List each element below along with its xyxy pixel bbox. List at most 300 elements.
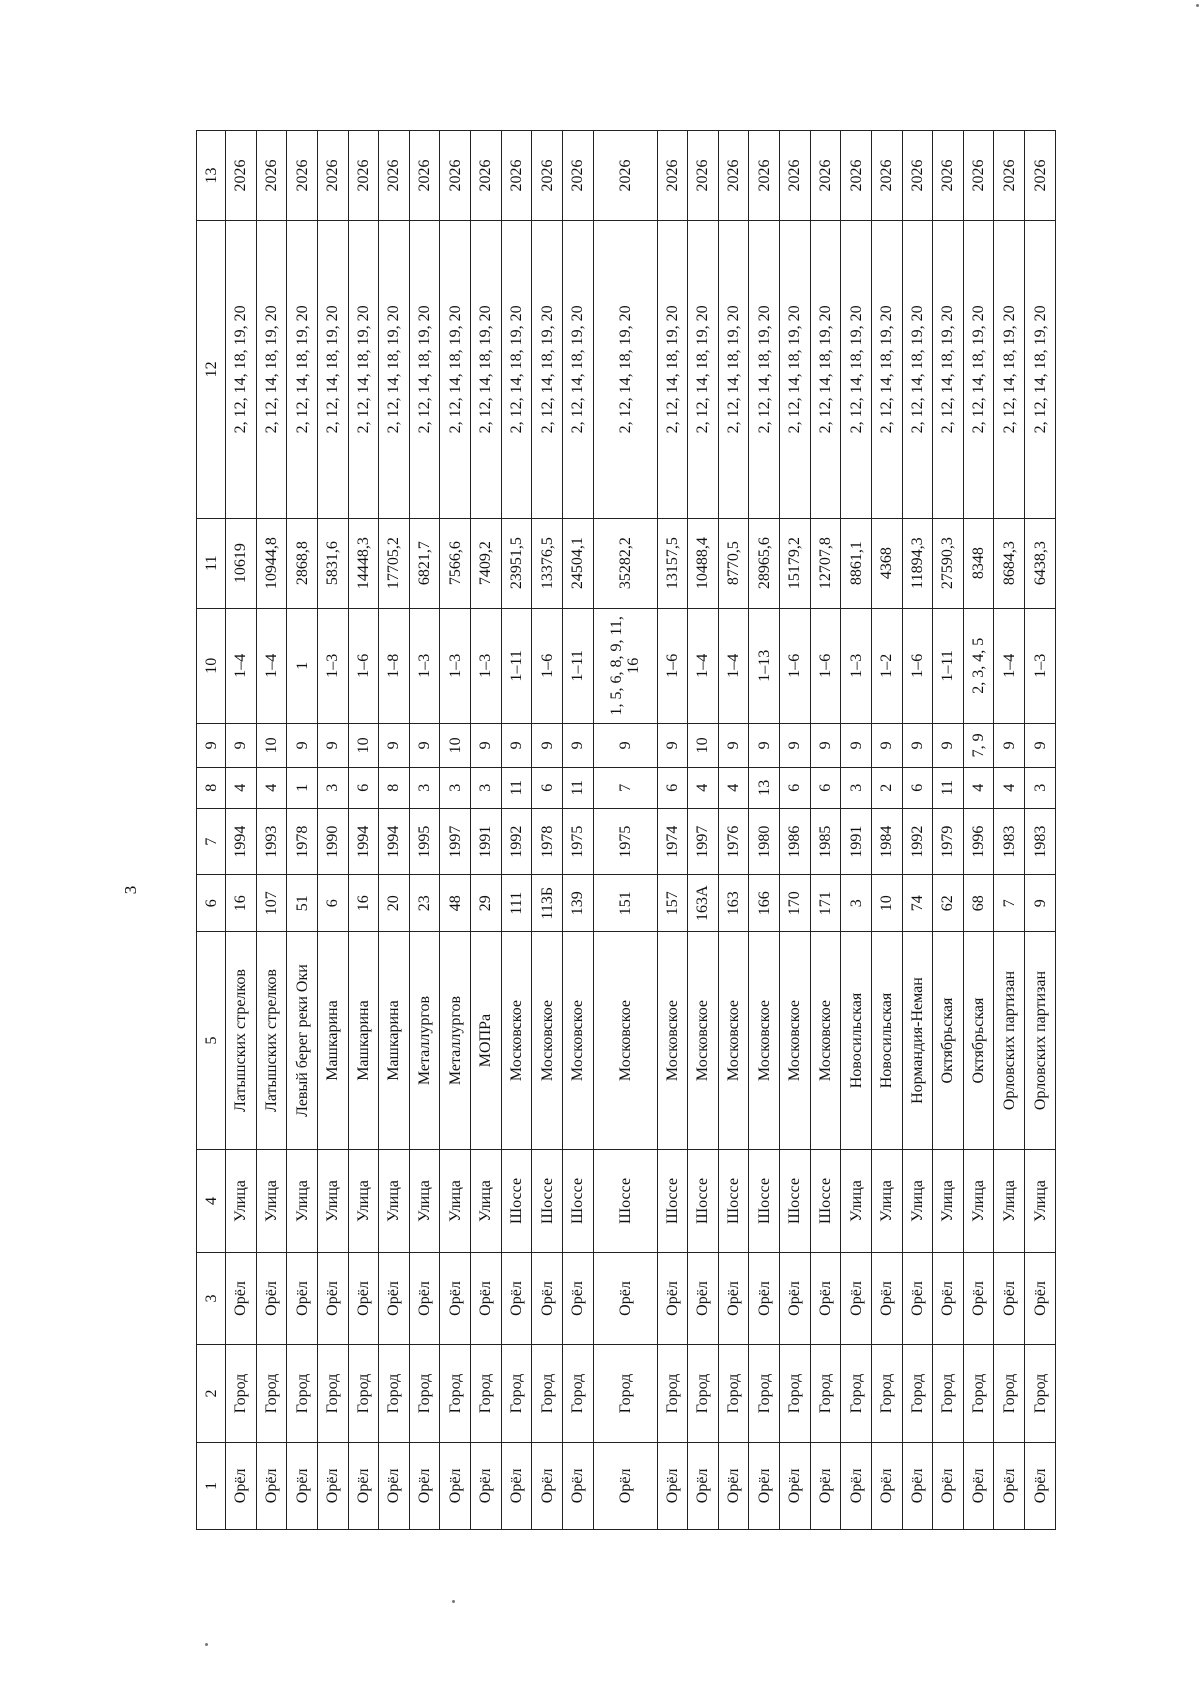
table-cell-col-3: Орёл	[226, 1252, 257, 1344]
table-cell-col-13: 2026	[287, 131, 318, 221]
table-cell-col-12: 2, 12, 14, 18, 19, 20	[810, 220, 841, 518]
table-cell-col-11: 23951,5	[501, 518, 532, 608]
table-cell-col-11: 24504,1	[562, 518, 593, 608]
table-cell-col-12: 2, 12, 14, 18, 19, 20	[562, 220, 593, 518]
table-cell-col-5: Московское	[810, 931, 841, 1149]
table-cell-col-7: 1991	[471, 808, 502, 875]
table-cell-col-9: 9	[379, 724, 410, 768]
table-cell-col-13: 2026	[471, 131, 502, 221]
table-body	[226, 131, 1056, 1530]
table-cell-col-13: 2026	[226, 131, 257, 221]
table-cell-col-6: 7	[994, 875, 1025, 931]
table-cell-col-8: 6	[810, 767, 841, 808]
table-cell-col-1: Орёл	[718, 1442, 749, 1529]
table-cell-col-3: Орёл	[440, 1252, 471, 1344]
table-row	[810, 131, 841, 1530]
table-cell-col-4: Улица	[963, 1150, 994, 1253]
table-cell-col-1: Орёл	[749, 1442, 780, 1529]
table-cell-col-2: Город	[317, 1345, 348, 1443]
table-row	[256, 131, 287, 1530]
table-cell-col-1: Орёл	[871, 1442, 902, 1529]
table-cell-col-10: 2, 3, 4, 5	[963, 608, 994, 724]
table-cell-col-7: 1984	[871, 808, 902, 875]
table-cell-col-7: 1983	[994, 808, 1025, 875]
table-cell-col-7: 1974	[657, 808, 688, 875]
table-cell-col-7: 1979	[933, 808, 964, 875]
table-cell-col-7: 1994	[226, 808, 257, 875]
table-cell-col-13: 2026	[532, 131, 563, 221]
table-cell-col-13: 2026	[409, 131, 440, 221]
table-cell-col-3: Орёл	[317, 1252, 348, 1344]
table-header-row	[197, 131, 226, 1530]
table-cell-col-2: Город	[994, 1345, 1025, 1443]
table-cell-col-3: Орёл	[871, 1252, 902, 1344]
table-cell-col-1: Орёл	[933, 1442, 964, 1529]
table-cell-col-7: 1983	[1025, 808, 1056, 875]
table-cell-col-7: 1995	[409, 808, 440, 875]
table-cell-col-11: 8348	[963, 518, 994, 608]
table-cell-col-12: 2, 12, 14, 18, 19, 20	[287, 220, 318, 518]
table-cell-col-8: 4	[963, 767, 994, 808]
table-cell-col-1: Орёл	[688, 1442, 719, 1529]
table-cell-col-12: 2, 12, 14, 18, 19, 20	[379, 220, 410, 518]
column-header-12: 12	[197, 220, 226, 518]
table-cell-col-4: Шоссе	[810, 1150, 841, 1253]
table-cell-col-7: 1992	[501, 808, 532, 875]
table-cell-col-1: Орёл	[532, 1442, 563, 1529]
table-row	[593, 131, 657, 1530]
column-header-9: 9	[197, 724, 226, 768]
table-cell-col-10: 1–2	[871, 608, 902, 724]
table-cell-col-11: 2868,8	[287, 518, 318, 608]
table-cell-col-12: 2, 12, 14, 18, 19, 20	[994, 220, 1025, 518]
table-cell-col-5: Московское	[749, 931, 780, 1149]
table-cell-col-2: Город	[810, 1345, 841, 1443]
table-cell-col-10: 1–4	[994, 608, 1025, 724]
table-cell-col-5: Орловских партизан	[1025, 931, 1056, 1149]
table-cell-col-11: 28965,6	[749, 518, 780, 608]
table-cell-col-7: 1994	[379, 808, 410, 875]
table-cell-col-5: Московское	[532, 931, 563, 1149]
table-cell-col-3: Орёл	[780, 1252, 811, 1344]
table-cell-col-10: 1–6	[532, 608, 563, 724]
table-cell-col-4: Улица	[471, 1150, 502, 1253]
table-cell-col-5: Левый берег реки Оки	[287, 931, 318, 1149]
table-cell-col-1: Орёл	[963, 1442, 994, 1529]
table-cell-col-8: 3	[841, 767, 872, 808]
table-cell-col-13: 2026	[440, 131, 471, 221]
table-cell-col-9: 9	[780, 724, 811, 768]
column-header-10: 10	[197, 608, 226, 724]
table-cell-col-6: 68	[963, 875, 994, 931]
table-cell-col-10: 1–4	[688, 608, 719, 724]
table-cell-col-8: 3	[1025, 767, 1056, 808]
table-cell-col-11: 11894,3	[902, 518, 933, 608]
table-cell-col-7: 1996	[963, 808, 994, 875]
table-cell-col-4: Улица	[379, 1150, 410, 1253]
table-cell-col-11: 5831,6	[317, 518, 348, 608]
table-cell-col-3: Орёл	[471, 1252, 502, 1344]
table-cell-col-10: 1, 5, 6, 8, 9, 11, 16	[593, 608, 657, 724]
table-cell-col-11: 13376,5	[532, 518, 563, 608]
table-cell-col-11: 7566,6	[440, 518, 471, 608]
table-cell-col-7: 1975	[593, 808, 657, 875]
table-cell-col-5: Московское	[688, 931, 719, 1149]
table-cell-col-9: 9	[287, 724, 318, 768]
table-cell-col-4: Улица	[317, 1150, 348, 1253]
table-cell-col-1: Орёл	[226, 1442, 257, 1529]
table-cell-col-3: Орёл	[657, 1252, 688, 1344]
table-cell-col-11: 8770,5	[718, 518, 749, 608]
table-cell-col-13: 2026	[810, 131, 841, 221]
column-header-8: 8	[197, 767, 226, 808]
scan-speck	[205, 1643, 208, 1646]
table-row	[501, 131, 532, 1530]
table-row	[409, 131, 440, 1530]
table-cell-col-8: 6	[780, 767, 811, 808]
table-row	[780, 131, 811, 1530]
table-row	[1025, 131, 1056, 1530]
table-cell-col-2: Город	[501, 1345, 532, 1443]
table-row	[379, 131, 410, 1530]
table-cell-col-11: 10944,8	[256, 518, 287, 608]
table-cell-col-4: Шоссе	[562, 1150, 593, 1253]
table-cell-col-10: 1–3	[841, 608, 872, 724]
table-cell-col-5: МОПРа	[471, 931, 502, 1149]
table-cell-col-13: 2026	[933, 131, 964, 221]
table-cell-col-6: 16	[226, 875, 257, 931]
table-cell-col-7: 1991	[841, 808, 872, 875]
table-cell-col-12: 2, 12, 14, 18, 19, 20	[902, 220, 933, 518]
table-cell-col-10: 1	[287, 608, 318, 724]
table-cell-col-12: 2, 12, 14, 18, 19, 20	[532, 220, 563, 518]
table-cell-col-5: Новосильская	[871, 931, 902, 1149]
table-cell-col-5: Нормандия-Неман	[902, 931, 933, 1149]
table-cell-col-2: Город	[440, 1345, 471, 1443]
table-cell-col-3: Орёл	[348, 1252, 379, 1344]
table-cell-col-9: 9	[810, 724, 841, 768]
table-cell-col-9: 9	[593, 724, 657, 768]
table-cell-col-2: Город	[933, 1345, 964, 1443]
table-cell-col-12: 2, 12, 14, 18, 19, 20	[963, 220, 994, 518]
table-cell-col-8: 3	[440, 767, 471, 808]
table-cell-col-4: Шоссе	[718, 1150, 749, 1253]
table-cell-col-5: Металлургов	[440, 931, 471, 1149]
table-cell-col-11: 10488,4	[688, 518, 719, 608]
table-cell-col-12: 2, 12, 14, 18, 19, 20	[317, 220, 348, 518]
table-cell-col-2: Город	[532, 1345, 563, 1443]
table-cell-col-5: Московское	[562, 931, 593, 1149]
table-cell-col-6: 29	[471, 875, 502, 931]
table-cell-col-11: 4368	[871, 518, 902, 608]
table-cell-col-11: 12707,8	[810, 518, 841, 608]
table-cell-col-13: 2026	[871, 131, 902, 221]
table-cell-col-8: 4	[226, 767, 257, 808]
table-cell-col-9: 9	[902, 724, 933, 768]
table-row	[963, 131, 994, 1530]
table-cell-col-9: 7, 9	[963, 724, 994, 768]
table-cell-col-12: 2, 12, 14, 18, 19, 20	[688, 220, 719, 518]
table-cell-col-11: 6821,7	[409, 518, 440, 608]
table-cell-col-7: 1975	[562, 808, 593, 875]
table-cell-col-13: 2026	[780, 131, 811, 221]
table-cell-col-1: Орёл	[780, 1442, 811, 1529]
table-cell-col-8: 13	[749, 767, 780, 808]
table-cell-col-8: 6	[657, 767, 688, 808]
page-number: 3	[121, 885, 140, 895]
table-row	[348, 131, 379, 1530]
table-cell-col-8: 7	[593, 767, 657, 808]
table-cell-col-5: Московское	[501, 931, 532, 1149]
table-row	[657, 131, 688, 1530]
table-cell-col-9: 9	[532, 724, 563, 768]
table-cell-col-6: 62	[933, 875, 964, 931]
table-cell-col-4: Шоссе	[780, 1150, 811, 1253]
table-cell-col-5: Латышских стрелков	[226, 931, 257, 1149]
table-cell-col-10: 1–3	[1025, 608, 1056, 724]
table-cell-col-6: 48	[440, 875, 471, 931]
table-cell-col-3: Орёл	[902, 1252, 933, 1344]
table-cell-col-12: 2, 12, 14, 18, 19, 20	[657, 220, 688, 518]
table-row	[933, 131, 964, 1530]
table-cell-col-1: Орёл	[287, 1442, 318, 1529]
table-cell-col-5: Октябрьская	[963, 931, 994, 1149]
table-cell-col-8: 11	[933, 767, 964, 808]
table-cell-col-10: 1–3	[471, 608, 502, 724]
table-cell-col-13: 2026	[348, 131, 379, 221]
table-cell-col-2: Город	[871, 1345, 902, 1443]
table-cell-col-8: 8	[379, 767, 410, 808]
table-cell-col-12: 2, 12, 14, 18, 19, 20	[593, 220, 657, 518]
document-table-container	[196, 130, 1056, 1530]
table-cell-col-9: 9	[841, 724, 872, 768]
table-cell-col-10: 1–3	[409, 608, 440, 724]
table-cell-col-12: 2, 12, 14, 18, 19, 20	[471, 220, 502, 518]
table-cell-col-9: 10	[440, 724, 471, 768]
table-cell-col-8: 3	[409, 767, 440, 808]
table-cell-col-12: 2, 12, 14, 18, 19, 20	[1025, 220, 1056, 518]
table-cell-col-12: 2, 12, 14, 18, 19, 20	[409, 220, 440, 518]
table-cell-col-6: 20	[379, 875, 410, 931]
table-cell-col-11: 7409,2	[471, 518, 502, 608]
table-cell-col-4: Улица	[348, 1150, 379, 1253]
table-cell-col-4: Шоссе	[593, 1150, 657, 1253]
table-cell-col-9: 9	[749, 724, 780, 768]
table-cell-col-8: 4	[256, 767, 287, 808]
table-cell-col-4: Шоссе	[501, 1150, 532, 1253]
table-cell-col-8: 2	[871, 767, 902, 808]
table-cell-col-6: 9	[1025, 875, 1056, 931]
table-cell-col-2: Город	[471, 1345, 502, 1443]
table-cell-col-3: Орёл	[718, 1252, 749, 1344]
table-cell-col-11: 35282,2	[593, 518, 657, 608]
column-header-4: 4	[197, 1150, 226, 1253]
column-header-7: 7	[197, 808, 226, 875]
table-cell-col-5: Латышских стрелков	[256, 931, 287, 1149]
table-cell-col-11: 13157,5	[657, 518, 688, 608]
column-header-5: 5	[197, 931, 226, 1149]
table-cell-col-1: Орёл	[440, 1442, 471, 1529]
table-cell-col-3: Орёл	[256, 1252, 287, 1344]
table-cell-col-9: 9	[409, 724, 440, 768]
table-cell-col-2: Город	[226, 1345, 257, 1443]
table-cell-col-9: 9	[871, 724, 902, 768]
table-cell-col-7: 1997	[440, 808, 471, 875]
table-cell-col-6: 23	[409, 875, 440, 931]
table-cell-col-3: Орёл	[379, 1252, 410, 1344]
table-cell-col-5: Машкарина	[379, 931, 410, 1149]
table-cell-col-5: Орловских партизан	[994, 931, 1025, 1149]
table-cell-col-4: Шоссе	[749, 1150, 780, 1253]
table-cell-col-1: Орёл	[593, 1442, 657, 1529]
table-cell-col-4: Улица	[226, 1150, 257, 1253]
table-cell-col-3: Орёл	[963, 1252, 994, 1344]
table-cell-col-8: 4	[994, 767, 1025, 808]
table-cell-col-13: 2026	[902, 131, 933, 221]
table-cell-col-6: 113Б	[532, 875, 563, 931]
table-cell-col-10: 1–4	[256, 608, 287, 724]
table-cell-col-1: Орёл	[994, 1442, 1025, 1529]
table-cell-col-6: 151	[593, 875, 657, 931]
column-header-6: 6	[197, 875, 226, 931]
table-row	[317, 131, 348, 1530]
table-cell-col-10: 1–4	[718, 608, 749, 724]
table-cell-col-3: Орёл	[933, 1252, 964, 1344]
table-cell-col-6: 163А	[688, 875, 719, 931]
table-cell-col-2: Город	[718, 1345, 749, 1443]
table-cell-col-9: 10	[688, 724, 719, 768]
table-cell-col-9: 9	[933, 724, 964, 768]
table-cell-col-10: 1–6	[902, 608, 933, 724]
table-cell-col-2: Город	[657, 1345, 688, 1443]
table-cell-col-6: 157	[657, 875, 688, 931]
table-cell-col-4: Улица	[1025, 1150, 1056, 1253]
table-cell-col-1: Орёл	[379, 1442, 410, 1529]
table-cell-col-4: Улица	[902, 1150, 933, 1253]
table-cell-col-8: 4	[688, 767, 719, 808]
table-cell-col-3: Орёл	[749, 1252, 780, 1344]
table-cell-col-10: 1–6	[657, 608, 688, 724]
table-cell-col-6: 170	[780, 875, 811, 931]
table-cell-col-12: 2, 12, 14, 18, 19, 20	[841, 220, 872, 518]
table-cell-col-8: 6	[902, 767, 933, 808]
column-header-13: 13	[197, 131, 226, 221]
table-cell-col-13: 2026	[379, 131, 410, 221]
table-cell-col-6: 166	[749, 875, 780, 931]
column-header-3: 3	[197, 1252, 226, 1344]
table-cell-col-6: 139	[562, 875, 593, 931]
table-cell-col-1: Орёл	[1025, 1442, 1056, 1529]
table-row	[471, 131, 502, 1530]
table-cell-col-9: 9	[471, 724, 502, 768]
table-cell-col-12: 2, 12, 14, 18, 19, 20	[501, 220, 532, 518]
table-cell-col-5: Металлургов	[409, 931, 440, 1149]
table-cell-col-13: 2026	[718, 131, 749, 221]
table-cell-col-12: 2, 12, 14, 18, 19, 20	[933, 220, 964, 518]
table-cell-col-7: 1976	[718, 808, 749, 875]
table-cell-col-4: Шоссе	[657, 1150, 688, 1253]
table-cell-col-1: Орёл	[409, 1442, 440, 1529]
table-cell-col-12: 2, 12, 14, 18, 19, 20	[348, 220, 379, 518]
table-cell-col-4: Шоссе	[688, 1150, 719, 1253]
table-cell-col-9: 10	[348, 724, 379, 768]
table-cell-col-6: 74	[902, 875, 933, 931]
table-cell-col-7: 1978	[532, 808, 563, 875]
table-cell-col-1: Орёл	[501, 1442, 532, 1529]
table-cell-col-2: Город	[749, 1345, 780, 1443]
table-row	[902, 131, 933, 1530]
table-cell-col-13: 2026	[749, 131, 780, 221]
table-cell-col-7: 1993	[256, 808, 287, 875]
table-cell-col-1: Орёл	[810, 1442, 841, 1529]
table-cell-col-9: 10	[256, 724, 287, 768]
table-cell-col-1: Орёл	[317, 1442, 348, 1529]
table-cell-col-11: 8861,1	[841, 518, 872, 608]
table-cell-col-7: 1985	[810, 808, 841, 875]
table-cell-col-13: 2026	[1025, 131, 1056, 221]
table-cell-col-7: 1980	[749, 808, 780, 875]
table-cell-col-1: Орёл	[657, 1442, 688, 1529]
table-row	[994, 131, 1025, 1530]
table-cell-col-3: Орёл	[1025, 1252, 1056, 1344]
table-cell-col-1: Орёл	[841, 1442, 872, 1529]
table-cell-col-10: 1–3	[317, 608, 348, 724]
table-row	[287, 131, 318, 1530]
table-cell-col-3: Орёл	[532, 1252, 563, 1344]
table-cell-col-5: Новосильская	[841, 931, 872, 1149]
table-cell-col-5: Московское	[780, 931, 811, 1149]
table-cell-col-10: 1–11	[501, 608, 532, 724]
table-cell-col-13: 2026	[688, 131, 719, 221]
table-cell-col-1: Орёл	[902, 1442, 933, 1529]
table-cell-col-1: Орёл	[348, 1442, 379, 1529]
table-row	[871, 131, 902, 1530]
column-header-11: 11	[197, 518, 226, 608]
table-cell-col-8: 3	[471, 767, 502, 808]
table-cell-col-5: Машкарина	[348, 931, 379, 1149]
table-cell-col-10: 1–13	[749, 608, 780, 724]
table-cell-col-10: 1–11	[562, 608, 593, 724]
table-row	[841, 131, 872, 1530]
table-cell-col-12: 2, 12, 14, 18, 19, 20	[256, 220, 287, 518]
table-cell-col-3: Орёл	[562, 1252, 593, 1344]
table-cell-col-8: 11	[501, 767, 532, 808]
table-cell-col-2: Город	[963, 1345, 994, 1443]
table-row	[226, 131, 257, 1530]
table-cell-col-2: Город	[256, 1345, 287, 1443]
table-row	[718, 131, 749, 1530]
table-row	[688, 131, 719, 1530]
table-cell-col-6: 16	[348, 875, 379, 931]
table-cell-col-6: 171	[810, 875, 841, 931]
table-cell-col-11: 6438,3	[1025, 518, 1056, 608]
table-cell-col-1: Орёл	[562, 1442, 593, 1529]
table-cell-col-8: 6	[348, 767, 379, 808]
table-row	[749, 131, 780, 1530]
table-cell-col-13: 2026	[994, 131, 1025, 221]
table-cell-col-2: Город	[348, 1345, 379, 1443]
table-cell-col-12: 2, 12, 14, 18, 19, 20	[226, 220, 257, 518]
table-cell-col-12: 2, 12, 14, 18, 19, 20	[749, 220, 780, 518]
table-cell-col-7: 1978	[287, 808, 318, 875]
table-cell-col-4: Улица	[841, 1150, 872, 1253]
table-cell-col-10: 1–3	[440, 608, 471, 724]
table-cell-col-11: 15179,2	[780, 518, 811, 608]
table-cell-col-11: 14448,3	[348, 518, 379, 608]
housing-register-table	[196, 130, 1056, 1530]
table-cell-col-3: Орёл	[994, 1252, 1025, 1344]
table-cell-col-6: 3	[841, 875, 872, 931]
